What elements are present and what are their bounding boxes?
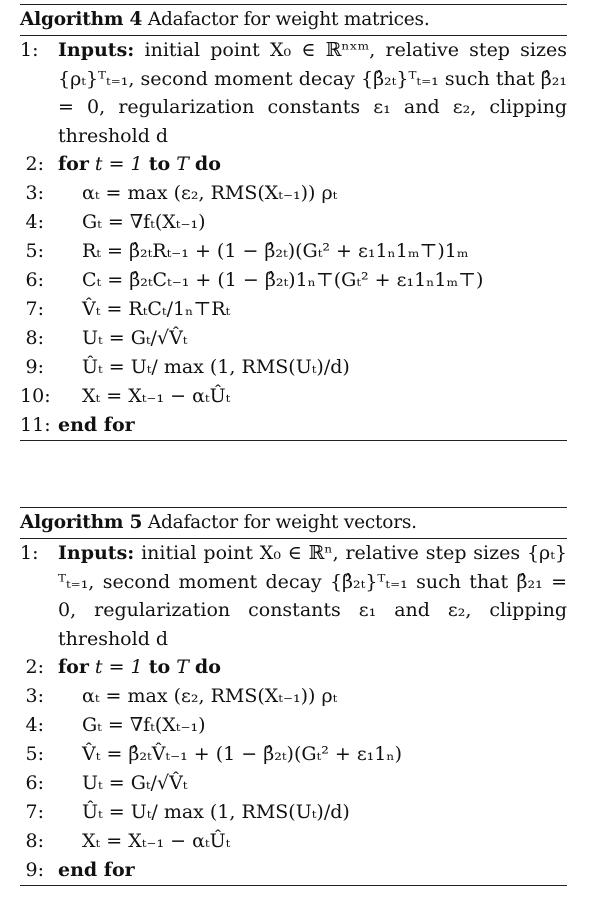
step-equation: Xₜ = Xₜ₋₁ − αₜÛₜ [82, 385, 231, 407]
step-line: 7 : Ûₜ = Uₜ/ max (1, RMS(Uₜ)/d) [20, 798, 567, 827]
bottom-rule [20, 885, 567, 886]
end-for-line: 11 : end for [20, 411, 567, 440]
for-line: 2 : for t = 1 to T do [20, 150, 567, 179]
step-line: 4 : Gₜ = ∇fₜ(Xₜ₋₁) [20, 208, 567, 237]
step-line: 8 : Xₜ = Xₜ₋₁ − αₜÛₜ [20, 827, 567, 856]
inputs-keyword: Inputs: [58, 39, 135, 61]
inputs-text: initial point X₀ ∈ ℝⁿˣᵐ, relative step sizes {ρₜ}ᵀₜ₌₁, second moment decay {β̂₂ₜ}ᵀₜ₌₁ such that β̂₂₁ = 0, regularization constants ε₁ and ε₂, clipping threshold d [58, 39, 568, 147]
step-equation: Ûₜ = Uₜ/ max (1, RMS(Uₜ)/d) [82, 801, 350, 823]
step-equation: Uₜ = Gₜ/√V̂ₜ [82, 772, 188, 794]
step-equation: V̂ₜ = β̂₂ₜV̂ₜ₋₁ + (1 − β̂₂ₜ)(Gₜ² + ε₁1ₙ) [82, 743, 403, 765]
step-line: 3 : αₜ = max (ε₂, RMS(Xₜ₋₁)) ρₜ [20, 682, 567, 711]
inputs-keyword: Inputs: [58, 542, 135, 564]
to-keyword: to [148, 656, 171, 678]
to-keyword: to [148, 153, 171, 175]
step-line: 6 : Cₜ = β̂₂ₜCₜ₋₁ + (1 − β̂₂ₜ)1ₙ⊤(Gₜ² + ε₁1ₙ1ₘ⊤) [20, 266, 567, 295]
step-line: 9 : Ûₜ = Uₜ/ max (1, RMS(Uₜ)/d) [20, 353, 567, 382]
do-keyword: do [194, 656, 221, 678]
step-equation: Ûₜ = Uₜ/ max (1, RMS(Uₜ)/d) [82, 356, 350, 378]
step-equation: V̂ₜ = RₜCₜ/1ₙ⊤Rₜ [82, 298, 231, 320]
step-equation: Uₜ = Gₜ/√V̂ₜ [82, 327, 188, 349]
end-for-keyword: end for [58, 414, 135, 436]
algorithm-5-block [20, 507, 567, 886]
step-line: 8 : Uₜ = Gₜ/√V̂ₜ [20, 324, 567, 353]
for-keyword: for [58, 153, 89, 175]
algorithm-header [20, 508, 567, 538]
step-equation: Gₜ = ∇fₜ(Xₜ₋₁) [82, 714, 206, 736]
inputs-line: 1 : Inputs: initial point X₀ ∈ ℝⁿ, relative step sizes {ρₜ}ᵀₜ₌₁, second moment decay {β̂₂ₜ}ᵀₜ₌₁ such that β̂₂₁ = 0, regularization constants ε₁ and ε₂, clipping threshold d [20, 539, 567, 653]
step-line: 3 : αₜ = max (ε₂, RMS(Xₜ₋₁)) ρₜ [20, 179, 567, 208]
for-end: T [176, 153, 189, 175]
algorithm-lines [20, 539, 567, 885]
step-equation: αₜ = max (ε₂, RMS(Xₜ₋₁)) ρₜ [82, 685, 338, 707]
step-line: 6 : Uₜ = Gₜ/√V̂ₜ [20, 769, 567, 798]
algorithm-header [20, 5, 567, 35]
algorithm-title: Adafactor for weight matrices. [147, 9, 430, 30]
inputs-text: initial point X₀ ∈ ℝⁿ, relative step sizes {ρₜ}ᵀₜ₌₁, second moment decay {β̂₂ₜ}ᵀₜ₌₁ such that β̂₂₁ = 0, regularization constants ε₁ and ε₂, clipping threshold d [58, 542, 567, 650]
for-line: 2 : for t = 1 to T do [20, 653, 567, 682]
step-equation: Gₜ = ∇fₜ(Xₜ₋₁) [82, 211, 206, 233]
algorithm-title: Adafactor for weight vectors. [147, 512, 417, 533]
step-equation: Cₜ = β̂₂ₜCₜ₋₁ + (1 − β̂₂ₜ)1ₙ⊤(Gₜ² + ε₁1ₙ1ₘ⊤) [82, 269, 484, 291]
bottom-rule [20, 440, 567, 441]
step-equation: Xₜ = Xₜ₋₁ − αₜÛₜ [82, 830, 231, 852]
step-line: 4 : Gₜ = ∇fₜ(Xₜ₋₁) [20, 711, 567, 740]
end-for-line: 9 : end for [20, 856, 567, 885]
end-for-keyword: end for [58, 859, 135, 881]
for-end: T [176, 656, 189, 678]
step-line: 5 : Rₜ = β̂₂ₜRₜ₋₁ + (1 − β̂₂ₜ)(Gₜ² + ε₁1ₙ1ₘ⊤)1ₘ [20, 237, 567, 266]
for-keyword: for [58, 656, 89, 678]
do-keyword: do [194, 153, 221, 175]
step-line: 7 : V̂ₜ = RₜCₜ/1ₙ⊤Rₜ [20, 295, 567, 324]
step-equation: αₜ = max (ε₂, RMS(Xₜ₋₁)) ρₜ [82, 182, 338, 204]
algorithm-4-block [20, 4, 567, 441]
for-range: t = 1 [94, 656, 143, 678]
step-line: 10 : Xₜ = Xₜ₋₁ − αₜÛₜ [20, 382, 567, 411]
algorithm-lines [20, 36, 567, 440]
step-line: 5 : V̂ₜ = β̂₂ₜV̂ₜ₋₁ + (1 − β̂₂ₜ)(Gₜ² + ε₁1ₙ) [20, 740, 567, 769]
for-range: t = 1 [94, 153, 143, 175]
algorithm-label: Algorithm 4 [20, 9, 143, 30]
inputs-line: 1 : Inputs: initial point X₀ ∈ ℝⁿˣᵐ, relative step sizes {ρₜ}ᵀₜ₌₁, second moment decay {β̂₂ₜ}ᵀₜ₌₁ such that β̂₂₁ = 0, regularization constants ε₁ and ε₂, clipping threshold d [20, 36, 567, 150]
algorithm-label: Algorithm 5 [20, 512, 143, 533]
step-equation: Rₜ = β̂₂ₜRₜ₋₁ + (1 − β̂₂ₜ)(Gₜ² + ε₁1ₙ1ₘ⊤)1ₘ [82, 240, 469, 262]
